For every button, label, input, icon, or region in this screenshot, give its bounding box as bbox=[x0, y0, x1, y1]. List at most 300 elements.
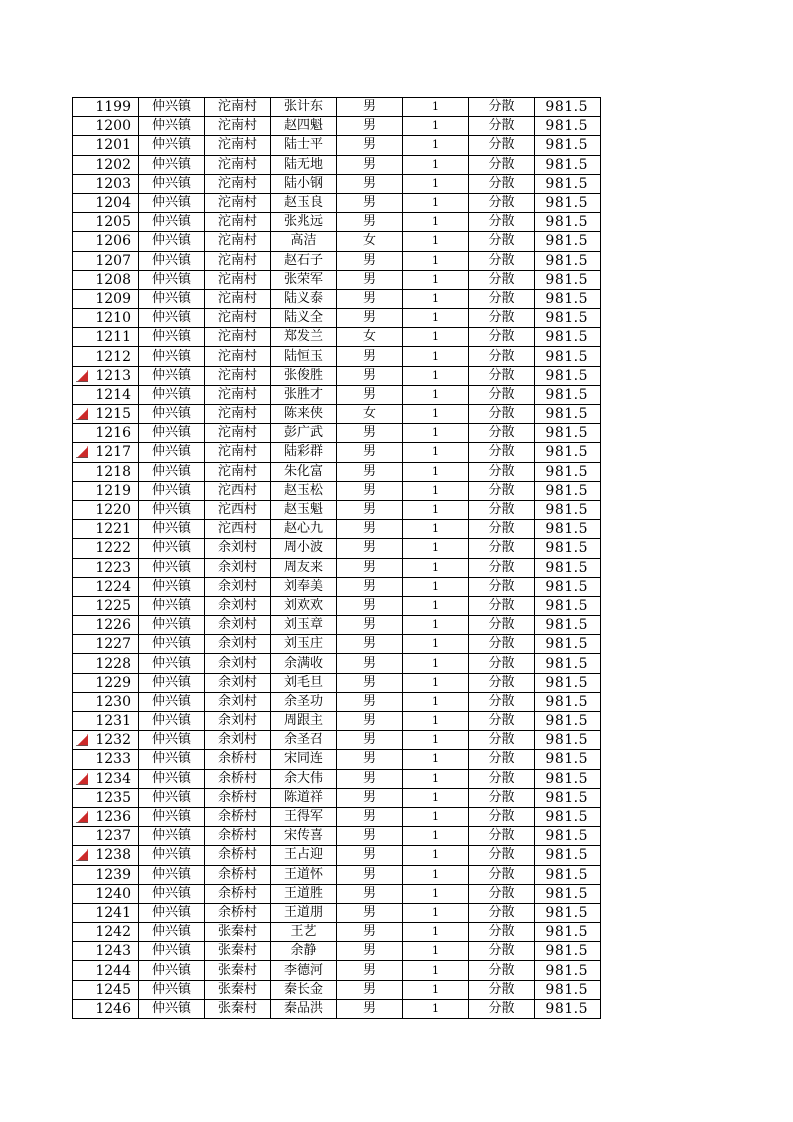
category-cell[interactable]: 分散 bbox=[469, 903, 535, 922]
count-cell[interactable]: 1 bbox=[403, 270, 469, 289]
table-row[interactable] bbox=[73, 596, 601, 615]
category-cell[interactable]: 分散 bbox=[469, 673, 535, 692]
amount-cell[interactable]: 981.5 bbox=[535, 654, 601, 673]
amount-cell[interactable]: 981.5 bbox=[535, 558, 601, 577]
count-cell[interactable]: 1 bbox=[403, 577, 469, 596]
gender-cell[interactable]: 男 bbox=[337, 270, 403, 289]
town-cell[interactable]: 仲兴镇 bbox=[139, 539, 205, 558]
town-cell[interactable]: 仲兴镇 bbox=[139, 596, 205, 615]
amount-cell[interactable]: 981.5 bbox=[535, 174, 601, 193]
village-cell[interactable]: 张秦村 bbox=[205, 980, 271, 999]
table-row[interactable] bbox=[73, 385, 601, 404]
count-cell[interactable]: 1 bbox=[403, 923, 469, 942]
row-number-cell[interactable] bbox=[73, 961, 139, 980]
count-cell[interactable]: 1 bbox=[403, 635, 469, 654]
category-cell[interactable]: 分散 bbox=[469, 424, 535, 443]
name-cell[interactable]: 刘玉庄 bbox=[271, 635, 337, 654]
name-cell[interactable]: 陆义全 bbox=[271, 309, 337, 328]
row-number-cell[interactable] bbox=[73, 385, 139, 404]
comment-icon[interactable] bbox=[76, 734, 88, 746]
gender-cell[interactable]: 男 bbox=[337, 251, 403, 270]
row-number-cell[interactable] bbox=[73, 347, 139, 366]
amount-cell[interactable]: 981.5 bbox=[535, 539, 601, 558]
category-cell[interactable]: 分散 bbox=[469, 769, 535, 788]
amount-cell[interactable]: 981.5 bbox=[535, 117, 601, 136]
amount-cell[interactable]: 981.5 bbox=[535, 673, 601, 692]
table-row[interactable] bbox=[73, 961, 601, 980]
amount-cell[interactable]: 981.5 bbox=[535, 443, 601, 462]
category-cell[interactable]: 分散 bbox=[469, 213, 535, 232]
name-cell[interactable]: 张兆远 bbox=[271, 213, 337, 232]
table-row[interactable] bbox=[73, 923, 601, 942]
row-number-cell[interactable] bbox=[73, 193, 139, 212]
amount-cell[interactable]: 981.5 bbox=[535, 731, 601, 750]
village-cell[interactable]: 沱南村 bbox=[205, 270, 271, 289]
town-cell[interactable]: 仲兴镇 bbox=[139, 558, 205, 577]
town-cell[interactable]: 仲兴镇 bbox=[139, 385, 205, 404]
town-cell[interactable]: 仲兴镇 bbox=[139, 289, 205, 308]
name-cell[interactable]: 赵玉魁 bbox=[271, 500, 337, 519]
amount-cell[interactable]: 981.5 bbox=[535, 635, 601, 654]
category-cell[interactable]: 分散 bbox=[469, 807, 535, 826]
row-number-cell[interactable] bbox=[73, 155, 139, 174]
town-cell[interactable]: 仲兴镇 bbox=[139, 616, 205, 635]
table-row[interactable] bbox=[73, 289, 601, 308]
table-row[interactable] bbox=[73, 481, 601, 500]
gender-cell[interactable]: 男 bbox=[337, 462, 403, 481]
amount-cell[interactable]: 981.5 bbox=[535, 270, 601, 289]
town-cell[interactable]: 仲兴镇 bbox=[139, 903, 205, 922]
town-cell[interactable]: 仲兴镇 bbox=[139, 692, 205, 711]
town-cell[interactable]: 仲兴镇 bbox=[139, 654, 205, 673]
category-cell[interactable]: 分散 bbox=[469, 961, 535, 980]
name-cell[interactable]: 王道朋 bbox=[271, 903, 337, 922]
name-cell[interactable]: 陈来侠 bbox=[271, 405, 337, 424]
village-cell[interactable]: 沱南村 bbox=[205, 213, 271, 232]
category-cell[interactable]: 分散 bbox=[469, 865, 535, 884]
count-cell[interactable]: 1 bbox=[403, 865, 469, 884]
amount-cell[interactable]: 981.5 bbox=[535, 289, 601, 308]
town-cell[interactable]: 仲兴镇 bbox=[139, 366, 205, 385]
town-cell[interactable]: 仲兴镇 bbox=[139, 424, 205, 443]
row-number-cell[interactable] bbox=[73, 865, 139, 884]
town-cell[interactable]: 仲兴镇 bbox=[139, 174, 205, 193]
row-number-cell[interactable] bbox=[73, 98, 139, 117]
category-cell[interactable]: 分散 bbox=[469, 731, 535, 750]
village-cell[interactable]: 沱南村 bbox=[205, 462, 271, 481]
name-cell[interactable]: 王道怀 bbox=[271, 865, 337, 884]
village-cell[interactable]: 张秦村 bbox=[205, 942, 271, 961]
category-cell[interactable]: 分散 bbox=[469, 174, 535, 193]
comment-icon[interactable] bbox=[76, 370, 88, 382]
town-cell[interactable]: 仲兴镇 bbox=[139, 673, 205, 692]
count-cell[interactable]: 1 bbox=[403, 347, 469, 366]
village-cell[interactable]: 余刘村 bbox=[205, 635, 271, 654]
category-cell[interactable]: 分散 bbox=[469, 270, 535, 289]
count-cell[interactable]: 1 bbox=[403, 481, 469, 500]
gender-cell[interactable]: 男 bbox=[337, 865, 403, 884]
category-cell[interactable]: 分散 bbox=[469, 942, 535, 961]
count-cell[interactable]: 1 bbox=[403, 846, 469, 865]
amount-cell[interactable]: 981.5 bbox=[535, 769, 601, 788]
table-row[interactable] bbox=[73, 807, 601, 826]
comment-icon[interactable] bbox=[76, 849, 88, 861]
row-number-cell[interactable] bbox=[73, 213, 139, 232]
village-cell[interactable]: 沱南村 bbox=[205, 405, 271, 424]
amount-cell[interactable]: 981.5 bbox=[535, 616, 601, 635]
row-number-cell[interactable] bbox=[73, 750, 139, 769]
row-number-cell[interactable] bbox=[73, 328, 139, 347]
amount-cell[interactable]: 981.5 bbox=[535, 596, 601, 615]
table-row[interactable] bbox=[73, 232, 601, 251]
count-cell[interactable]: 1 bbox=[403, 155, 469, 174]
category-cell[interactable]: 分散 bbox=[469, 596, 535, 615]
name-cell[interactable]: 陈道祥 bbox=[271, 788, 337, 807]
town-cell[interactable]: 仲兴镇 bbox=[139, 712, 205, 731]
category-cell[interactable]: 分散 bbox=[469, 232, 535, 251]
name-cell[interactable]: 王艺 bbox=[271, 923, 337, 942]
village-cell[interactable]: 余桥村 bbox=[205, 807, 271, 826]
comment-icon[interactable] bbox=[76, 408, 88, 420]
town-cell[interactable]: 仲兴镇 bbox=[139, 328, 205, 347]
town-cell[interactable]: 仲兴镇 bbox=[139, 98, 205, 117]
name-cell[interactable]: 陆彩群 bbox=[271, 443, 337, 462]
name-cell[interactable]: 王道胜 bbox=[271, 884, 337, 903]
count-cell[interactable]: 1 bbox=[403, 213, 469, 232]
amount-cell[interactable]: 981.5 bbox=[535, 807, 601, 826]
amount-cell[interactable]: 981.5 bbox=[535, 865, 601, 884]
row-number-cell[interactable] bbox=[73, 443, 139, 462]
row-number-cell[interactable] bbox=[73, 999, 139, 1018]
gender-cell[interactable]: 男 bbox=[337, 309, 403, 328]
village-cell[interactable]: 沱南村 bbox=[205, 251, 271, 270]
name-cell[interactable]: 赵心九 bbox=[271, 520, 337, 539]
count-cell[interactable]: 1 bbox=[403, 712, 469, 731]
count-cell[interactable]: 1 bbox=[403, 903, 469, 922]
row-number-cell[interactable] bbox=[73, 462, 139, 481]
village-cell[interactable]: 沱南村 bbox=[205, 98, 271, 117]
name-cell[interactable]: 郑发兰 bbox=[271, 328, 337, 347]
category-cell[interactable]: 分散 bbox=[469, 289, 535, 308]
count-cell[interactable]: 1 bbox=[403, 616, 469, 635]
village-cell[interactable]: 张秦村 bbox=[205, 961, 271, 980]
name-cell[interactable]: 周跟主 bbox=[271, 712, 337, 731]
village-cell[interactable]: 沱西村 bbox=[205, 500, 271, 519]
row-number-cell[interactable] bbox=[73, 616, 139, 635]
gender-cell[interactable]: 男 bbox=[337, 923, 403, 942]
row-number-cell[interactable] bbox=[73, 673, 139, 692]
category-cell[interactable]: 分散 bbox=[469, 251, 535, 270]
village-cell[interactable]: 沱南村 bbox=[205, 385, 271, 404]
row-number-cell[interactable] bbox=[73, 424, 139, 443]
count-cell[interactable]: 1 bbox=[403, 251, 469, 270]
gender-cell[interactable]: 男 bbox=[337, 616, 403, 635]
table-row[interactable] bbox=[73, 942, 601, 961]
amount-cell[interactable]: 981.5 bbox=[535, 232, 601, 251]
town-cell[interactable]: 仲兴镇 bbox=[139, 942, 205, 961]
village-cell[interactable]: 余刘村 bbox=[205, 712, 271, 731]
table-row[interactable] bbox=[73, 903, 601, 922]
row-number-cell[interactable] bbox=[73, 232, 139, 251]
amount-cell[interactable]: 981.5 bbox=[535, 577, 601, 596]
count-cell[interactable]: 1 bbox=[403, 999, 469, 1018]
village-cell[interactable]: 张秦村 bbox=[205, 999, 271, 1018]
category-cell[interactable]: 分散 bbox=[469, 309, 535, 328]
count-cell[interactable]: 1 bbox=[403, 769, 469, 788]
category-cell[interactable]: 分散 bbox=[469, 385, 535, 404]
table-row[interactable] bbox=[73, 193, 601, 212]
amount-cell[interactable]: 981.5 bbox=[535, 424, 601, 443]
row-number-cell[interactable] bbox=[73, 807, 139, 826]
village-cell[interactable]: 余刘村 bbox=[205, 596, 271, 615]
village-cell[interactable]: 沱南村 bbox=[205, 309, 271, 328]
name-cell[interactable]: 宋传喜 bbox=[271, 827, 337, 846]
town-cell[interactable]: 仲兴镇 bbox=[139, 232, 205, 251]
village-cell[interactable]: 余刘村 bbox=[205, 539, 271, 558]
count-cell[interactable]: 1 bbox=[403, 424, 469, 443]
row-number-cell[interactable] bbox=[73, 654, 139, 673]
amount-cell[interactable]: 981.5 bbox=[535, 520, 601, 539]
count-cell[interactable]: 1 bbox=[403, 289, 469, 308]
village-cell[interactable]: 余刘村 bbox=[205, 558, 271, 577]
name-cell[interactable]: 刘毛旦 bbox=[271, 673, 337, 692]
category-cell[interactable]: 分散 bbox=[469, 481, 535, 500]
row-number-cell[interactable] bbox=[73, 712, 139, 731]
count-cell[interactable]: 1 bbox=[403, 980, 469, 999]
table-row[interactable] bbox=[73, 98, 601, 117]
village-cell[interactable]: 沱西村 bbox=[205, 520, 271, 539]
gender-cell[interactable]: 男 bbox=[337, 213, 403, 232]
category-cell[interactable]: 分散 bbox=[469, 500, 535, 519]
table-row[interactable] bbox=[73, 673, 601, 692]
count-cell[interactable]: 1 bbox=[403, 942, 469, 961]
table-row[interactable] bbox=[73, 424, 601, 443]
table-row[interactable] bbox=[73, 174, 601, 193]
count-cell[interactable]: 1 bbox=[403, 731, 469, 750]
village-cell[interactable]: 余桥村 bbox=[205, 788, 271, 807]
town-cell[interactable]: 仲兴镇 bbox=[139, 750, 205, 769]
gender-cell[interactable]: 男 bbox=[337, 193, 403, 212]
table-row[interactable] bbox=[73, 616, 601, 635]
village-cell[interactable]: 沱南村 bbox=[205, 424, 271, 443]
row-number-cell[interactable] bbox=[73, 270, 139, 289]
row-number-cell[interactable] bbox=[73, 923, 139, 942]
village-cell[interactable]: 余桥村 bbox=[205, 750, 271, 769]
table-row[interactable] bbox=[73, 827, 601, 846]
table-row[interactable] bbox=[73, 520, 601, 539]
count-cell[interactable]: 1 bbox=[403, 328, 469, 347]
name-cell[interactable]: 刘玉章 bbox=[271, 616, 337, 635]
category-cell[interactable]: 分散 bbox=[469, 750, 535, 769]
row-number-cell[interactable] bbox=[73, 251, 139, 270]
amount-cell[interactable]: 981.5 bbox=[535, 884, 601, 903]
village-cell[interactable]: 余桥村 bbox=[205, 884, 271, 903]
row-number-cell[interactable] bbox=[73, 731, 139, 750]
table-row[interactable] bbox=[73, 117, 601, 136]
gender-cell[interactable]: 女 bbox=[337, 232, 403, 251]
category-cell[interactable]: 分散 bbox=[469, 712, 535, 731]
village-cell[interactable]: 余桥村 bbox=[205, 846, 271, 865]
town-cell[interactable]: 仲兴镇 bbox=[139, 500, 205, 519]
village-cell[interactable]: 余桥村 bbox=[205, 903, 271, 922]
table-row[interactable] bbox=[73, 366, 601, 385]
town-cell[interactable]: 仲兴镇 bbox=[139, 980, 205, 999]
table-row[interactable] bbox=[73, 654, 601, 673]
category-cell[interactable]: 分散 bbox=[469, 155, 535, 174]
category-cell[interactable]: 分散 bbox=[469, 999, 535, 1018]
table-row[interactable] bbox=[73, 884, 601, 903]
count-cell[interactable]: 1 bbox=[403, 500, 469, 519]
table-row[interactable] bbox=[73, 500, 601, 519]
gender-cell[interactable]: 男 bbox=[337, 999, 403, 1018]
count-cell[interactable]: 1 bbox=[403, 558, 469, 577]
town-cell[interactable]: 仲兴镇 bbox=[139, 635, 205, 654]
gender-cell[interactable]: 男 bbox=[337, 443, 403, 462]
amount-cell[interactable]: 981.5 bbox=[535, 999, 601, 1018]
gender-cell[interactable]: 男 bbox=[337, 980, 403, 999]
table-row[interactable] bbox=[73, 443, 601, 462]
town-cell[interactable]: 仲兴镇 bbox=[139, 961, 205, 980]
town-cell[interactable]: 仲兴镇 bbox=[139, 213, 205, 232]
count-cell[interactable]: 1 bbox=[403, 174, 469, 193]
count-cell[interactable]: 1 bbox=[403, 827, 469, 846]
row-number-cell[interactable] bbox=[73, 174, 139, 193]
table-row[interactable] bbox=[73, 213, 601, 232]
town-cell[interactable]: 仲兴镇 bbox=[139, 923, 205, 942]
name-cell[interactable]: 张荣军 bbox=[271, 270, 337, 289]
amount-cell[interactable]: 981.5 bbox=[535, 923, 601, 942]
village-cell[interactable]: 沱南村 bbox=[205, 174, 271, 193]
amount-cell[interactable]: 981.5 bbox=[535, 788, 601, 807]
name-cell[interactable]: 刘奉美 bbox=[271, 577, 337, 596]
category-cell[interactable]: 分散 bbox=[469, 117, 535, 136]
amount-cell[interactable]: 981.5 bbox=[535, 193, 601, 212]
table-row[interactable] bbox=[73, 405, 601, 424]
gender-cell[interactable]: 男 bbox=[337, 577, 403, 596]
town-cell[interactable]: 仲兴镇 bbox=[139, 846, 205, 865]
count-cell[interactable]: 1 bbox=[403, 366, 469, 385]
town-cell[interactable]: 仲兴镇 bbox=[139, 251, 205, 270]
gender-cell[interactable]: 男 bbox=[337, 712, 403, 731]
town-cell[interactable]: 仲兴镇 bbox=[139, 865, 205, 884]
name-cell[interactable]: 彭广武 bbox=[271, 424, 337, 443]
gender-cell[interactable]: 男 bbox=[337, 117, 403, 136]
table-row[interactable] bbox=[73, 635, 601, 654]
count-cell[interactable]: 1 bbox=[403, 673, 469, 692]
row-number-cell[interactable] bbox=[73, 577, 139, 596]
table-row[interactable] bbox=[73, 712, 601, 731]
row-number-cell[interactable] bbox=[73, 117, 139, 136]
row-number-cell[interactable] bbox=[73, 846, 139, 865]
town-cell[interactable]: 仲兴镇 bbox=[139, 193, 205, 212]
name-cell[interactable]: 王得军 bbox=[271, 807, 337, 826]
gender-cell[interactable]: 男 bbox=[337, 654, 403, 673]
count-cell[interactable]: 1 bbox=[403, 117, 469, 136]
name-cell[interactable]: 张俊胜 bbox=[271, 366, 337, 385]
table-row[interactable] bbox=[73, 347, 601, 366]
category-cell[interactable]: 分散 bbox=[469, 635, 535, 654]
count-cell[interactable]: 1 bbox=[403, 405, 469, 424]
town-cell[interactable]: 仲兴镇 bbox=[139, 136, 205, 155]
name-cell[interactable]: 周小波 bbox=[271, 539, 337, 558]
table-row[interactable] bbox=[73, 865, 601, 884]
gender-cell[interactable]: 男 bbox=[337, 731, 403, 750]
name-cell[interactable]: 赵四魁 bbox=[271, 117, 337, 136]
category-cell[interactable]: 分散 bbox=[469, 193, 535, 212]
comment-icon[interactable] bbox=[76, 446, 88, 458]
name-cell[interactable]: 陆无地 bbox=[271, 155, 337, 174]
table-row[interactable] bbox=[73, 769, 601, 788]
gender-cell[interactable]: 女 bbox=[337, 328, 403, 347]
gender-cell[interactable]: 男 bbox=[337, 692, 403, 711]
name-cell[interactable]: 余大伟 bbox=[271, 769, 337, 788]
gender-cell[interactable]: 男 bbox=[337, 788, 403, 807]
amount-cell[interactable]: 981.5 bbox=[535, 481, 601, 500]
name-cell[interactable]: 余圣召 bbox=[271, 731, 337, 750]
village-cell[interactable]: 沱西村 bbox=[205, 481, 271, 500]
village-cell[interactable]: 沱南村 bbox=[205, 232, 271, 251]
row-number-cell[interactable] bbox=[73, 539, 139, 558]
row-number-cell[interactable] bbox=[73, 788, 139, 807]
gender-cell[interactable]: 男 bbox=[337, 174, 403, 193]
town-cell[interactable]: 仲兴镇 bbox=[139, 405, 205, 424]
town-cell[interactable]: 仲兴镇 bbox=[139, 884, 205, 903]
town-cell[interactable]: 仲兴镇 bbox=[139, 155, 205, 174]
gender-cell[interactable]: 男 bbox=[337, 385, 403, 404]
gender-cell[interactable]: 男 bbox=[337, 769, 403, 788]
gender-cell[interactable]: 男 bbox=[337, 673, 403, 692]
category-cell[interactable]: 分散 bbox=[469, 558, 535, 577]
name-cell[interactable]: 王占迎 bbox=[271, 846, 337, 865]
gender-cell[interactable]: 男 bbox=[337, 903, 403, 922]
village-cell[interactable]: 沱南村 bbox=[205, 347, 271, 366]
table-row[interactable] bbox=[73, 980, 601, 999]
table-row[interactable] bbox=[73, 328, 601, 347]
name-cell[interactable]: 周友来 bbox=[271, 558, 337, 577]
count-cell[interactable]: 1 bbox=[403, 462, 469, 481]
gender-cell[interactable]: 男 bbox=[337, 750, 403, 769]
category-cell[interactable]: 分散 bbox=[469, 577, 535, 596]
town-cell[interactable]: 仲兴镇 bbox=[139, 117, 205, 136]
village-cell[interactable]: 沱南村 bbox=[205, 328, 271, 347]
town-cell[interactable]: 仲兴镇 bbox=[139, 577, 205, 596]
amount-cell[interactable]: 981.5 bbox=[535, 827, 601, 846]
row-number-cell[interactable] bbox=[73, 903, 139, 922]
name-cell[interactable]: 陆义泰 bbox=[271, 289, 337, 308]
name-cell[interactable]: 余满收 bbox=[271, 654, 337, 673]
amount-cell[interactable]: 981.5 bbox=[535, 136, 601, 155]
table-row[interactable] bbox=[73, 692, 601, 711]
amount-cell[interactable]: 981.5 bbox=[535, 347, 601, 366]
count-cell[interactable]: 1 bbox=[403, 884, 469, 903]
village-cell[interactable]: 余桥村 bbox=[205, 769, 271, 788]
count-cell[interactable]: 1 bbox=[403, 788, 469, 807]
category-cell[interactable]: 分散 bbox=[469, 654, 535, 673]
table-row[interactable] bbox=[73, 309, 601, 328]
gender-cell[interactable]: 男 bbox=[337, 424, 403, 443]
name-cell[interactable]: 李德河 bbox=[271, 961, 337, 980]
name-cell[interactable]: 秦长金 bbox=[271, 980, 337, 999]
amount-cell[interactable]: 981.5 bbox=[535, 712, 601, 731]
town-cell[interactable]: 仲兴镇 bbox=[139, 807, 205, 826]
count-cell[interactable]: 1 bbox=[403, 309, 469, 328]
town-cell[interactable]: 仲兴镇 bbox=[139, 481, 205, 500]
name-cell[interactable]: 秦品洪 bbox=[271, 999, 337, 1018]
table-row[interactable] bbox=[73, 788, 601, 807]
village-cell[interactable]: 张秦村 bbox=[205, 923, 271, 942]
village-cell[interactable]: 沱南村 bbox=[205, 193, 271, 212]
table-row[interactable] bbox=[73, 270, 601, 289]
